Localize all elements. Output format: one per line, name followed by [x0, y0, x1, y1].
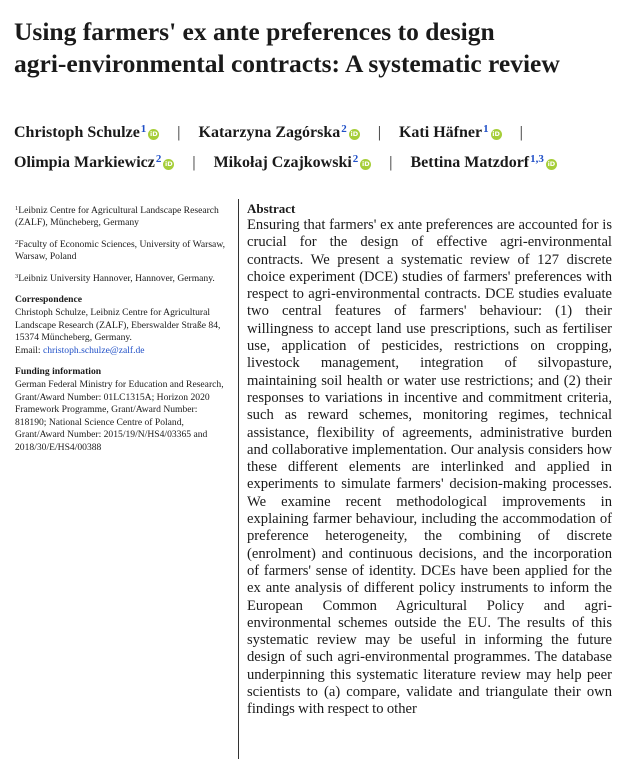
email-label: Email: [15, 344, 41, 356]
author-separator: | [389, 154, 393, 171]
author-hafner[interactable] [399, 116, 502, 146]
author-list [14, 116, 614, 176]
affiliation-text: Faculty of Economic Sciences, University of Warsaw, Warsaw, Poland [15, 238, 226, 263]
funding-heading: Funding information [15, 366, 102, 378]
author-matzdorf[interactable] [411, 146, 557, 176]
affiliation-number: 3 [15, 272, 19, 280]
affiliation-marker: 2 [155, 153, 162, 165]
orcid-icon[interactable]: iD [165, 160, 173, 168]
author-zagorska[interactable] [199, 116, 360, 146]
author-name: Olimpia Markiewicz [14, 154, 155, 171]
paper-title [14, 16, 594, 80]
affiliation-marker: 1,3 [530, 153, 544, 165]
affiliation-marker: 2 [341, 123, 347, 135]
orcid-icon[interactable]: iD [149, 130, 158, 138]
title-line-1: Using farmers' ex ante preferences to design [14, 17, 495, 46]
orcid-icon[interactable]: iD [492, 130, 500, 138]
orcid-icon[interactable]: iD [547, 160, 556, 168]
funding-text: German Federal Ministry for Education and Research, Grant/Award Number: 01LC1315A; Horizon 2020 Framework Programme, Grant/Award Number: 818190; National Science Centre of Poland, Grant/Award Number: 2015/19/N/HS4/03365 and 2018/30/E/HS4/00388 [15, 379, 224, 453]
affiliation-text: Leibniz University Hannover, Hannover, Germany. [18, 272, 215, 284]
author-name: Mikołaj Czajkowski [213, 154, 352, 171]
correspondence-address: Christoph Schulze, Leibniz Centre for Agricultural Landscape Research (ZALF), Eberswalder Straße 84, 15374 Müncheberg, Germany. [15, 307, 221, 344]
author-separator: | [177, 124, 181, 141]
sidebar-info [15, 203, 228, 461]
affiliation-number: 1 [15, 205, 19, 212]
orcid-icon[interactable]: iD [350, 130, 359, 138]
affiliation-text: Leibniz Centre for Agricultural Landscape Research (ZALF), Müncheberg, Germany [15, 205, 219, 229]
email-link[interactable]: christoph.schulze@zalf.de [42, 344, 145, 356]
affiliation-marker: 1 [140, 123, 147, 135]
author-separator: | [192, 154, 196, 171]
orcid-icon[interactable]: iD [361, 160, 370, 168]
author-name: Christoph Schulze [14, 124, 140, 141]
author-name: Bettina Matzdorf [410, 154, 530, 171]
affiliation-1 [15, 203, 228, 230]
abstract-body: Ensuring that farmers' ex ante preferences are accounted for is crucial for the design of effective agri-environmental contracts. We present a systematic review of 127 discrete choice experiment (DCE) studies of farmers' preferences with respect to agri-environmental contracts. DCE studies evaluate two central features of farmers' behaviour: (1) their willingness to accept land use prescriptions, such as fertiliser use, application of pesticides, restrictions on cropping, livestock management, integration of silvopasture, maintaining soil health or water use restrictions; and (2) their responses to variations in incentive and commitment criteria, such as reward schemes, monitoring regimes, technical assistance, flexibility of agreements, administrative burden and collaborative implementation. Our analysis considers how these different elements are interlinked and applied in experiments to simulate farmers' decision-making processes. We examine recent methodological improvements in explaining farmer behaviour, including the accommodation of preference heterogeneity, the combining of discrete (enrolment) and continuous decisions, and the incorporation of farmers' sense of identity. DCEs have been applied for the ex ante analysis of different policy instruments to inform the European Common Agricultural Policy and agri-environmental schemes outside the EU. The results of this systematic review may be useful in informing the future design of such agri-environmental programmes. The database underpinning this systematic literature review may help peer scientists to (a) compare, validate and triangulate their own findings with respect to other [247, 217, 612, 718]
author-czajkowski[interactable] [214, 146, 372, 176]
affiliation-marker: 1 [483, 123, 489, 135]
author-separator: | [377, 124, 381, 141]
abstract-heading: Abstract [247, 201, 296, 216]
correspondence-heading: Correspondence [15, 294, 82, 306]
title-line-2: agri-environmental contracts: A systematic review [14, 49, 560, 78]
author-line-2 [14, 146, 614, 176]
author-name: Katarzyna Zagórska [198, 124, 341, 141]
author-separator: | [519, 124, 523, 141]
correspondence-text [15, 307, 228, 357]
affiliation-marker: 2 [352, 153, 359, 165]
abstract-section [238, 199, 612, 759]
affiliation-3 [15, 271, 228, 285]
affiliation-number: 2 [15, 238, 19, 246]
author-schulze[interactable] [14, 116, 159, 146]
author-name: Kati Häfner [398, 124, 483, 141]
author-markiewicz[interactable] [14, 146, 174, 176]
author-line-1 [14, 116, 614, 146]
affiliation-2 [15, 237, 228, 264]
